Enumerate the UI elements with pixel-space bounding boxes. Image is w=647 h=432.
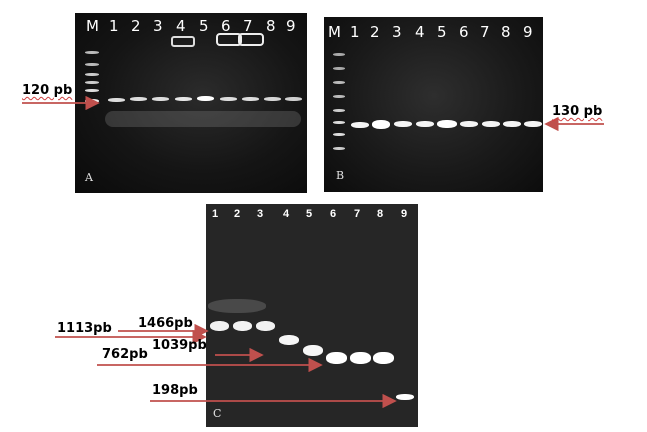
lane-label-m: M [328,23,341,41]
lane-label-7: 7 [354,208,361,220]
lane-label-4: 4 [283,208,290,220]
lane-label-9: 9 [523,23,533,41]
size-label-1466pb: 1466pb [138,316,193,331]
lane-label-8: 8 [377,208,384,220]
lane-label-7: 7 [243,17,253,35]
panel-letter-a: A [85,171,93,184]
lane-label-3: 3 [392,23,402,41]
lane-label-3: 3 [153,17,163,35]
lane-label-6: 6 [221,17,231,35]
lane-label-8: 8 [501,23,511,41]
lane-label-6: 6 [459,23,469,41]
size-label-198pb: 198pb [152,383,198,398]
size-label-120pb: 120 pb [22,83,73,98]
lane-label-6: 6 [330,208,337,220]
lane-label-4: 4 [176,17,186,35]
lane-label-7: 7 [480,23,490,41]
lane-label-9: 9 [286,17,296,35]
lane-label-5: 5 [437,23,447,41]
lane-label-1: 1 [350,23,360,41]
lane-label-1: 1 [109,17,119,35]
lane-label-3: 3 [257,208,264,220]
size-label-762pb: 762pb [102,347,148,362]
lane-label-8: 8 [266,17,276,35]
lane-label-1: 1 [212,208,219,220]
size-label-1113pb: 1113pb [57,321,112,336]
lane-label-4: 4 [415,23,425,41]
size-label-1039pb: 1039pb [152,338,207,353]
panel-letter-c: C [213,407,222,420]
lane-label-5: 5 [199,17,209,35]
size-label-130pb: 130 pb [552,104,603,119]
lane-label-5: 5 [306,208,313,220]
panel-letter-b: B [336,169,345,182]
lane-label-2: 2 [234,208,241,220]
lane-label-2: 2 [131,17,141,35]
lane-label-9: 9 [401,208,408,220]
lane-label-m: M [86,17,99,35]
lane-label-2: 2 [370,23,380,41]
